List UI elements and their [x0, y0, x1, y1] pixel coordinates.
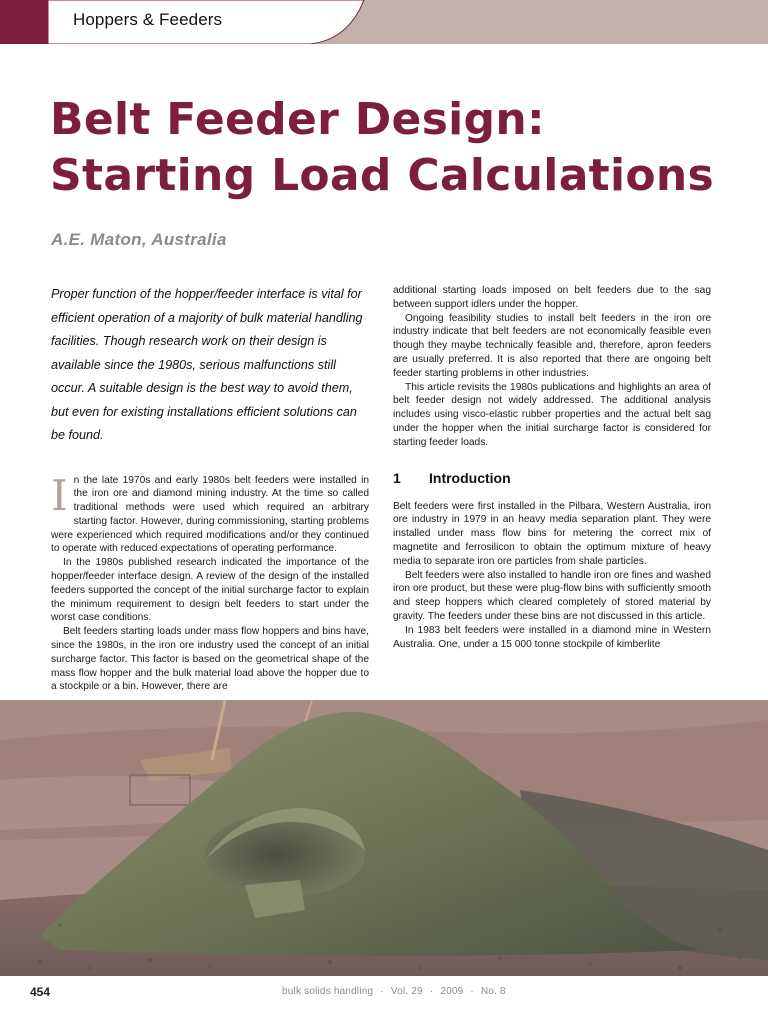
journal-volume: Vol. 29 — [390, 986, 423, 997]
journal-citation — [282, 986, 506, 997]
header-accent-block — [0, 0, 48, 44]
right-paragraph-3: This article revisits the 1980s publications and highlights an area of belt feeder design not widely addressed. The additional analysis includes using visco-elastic rubber properties and the actual belt sag under the hopper when the initial surcharge factor is considered for starting feeder loads. — [393, 381, 711, 448]
article-title — [50, 92, 750, 204]
introduction-paragraph-3: In 1983 belt feeders were installed in a diamond mine in Western Australia. One, under a 15 000 tonne stockpile of kimberlite — [393, 624, 711, 650]
journal-year: 2009 — [440, 986, 464, 997]
section-number: 1 — [393, 469, 401, 486]
right-paragraph-1: additional starting loads imposed on belt feeders due to the sag between support idlers under the hopper. — [393, 285, 711, 310]
intro-paragraph-3: Belt feeders starting loads under mass flow hoppers and bins have, since the 1980s, in the iron ore industry used the concept of an initial surcharge factor. This factor is based on the geometrical shape of the mass flow hopper and the bulk material load above the hopper due to a stockpile or a bin. However, there are — [51, 626, 369, 693]
left-body-text — [51, 470, 369, 695]
right-column — [393, 284, 711, 651]
journal-name: bulk solids handling — [282, 986, 374, 997]
stockpile-illustration — [0, 700, 768, 976]
section-heading-introduction — [393, 470, 711, 486]
title-line-1: Belt Feeder Design: — [50, 94, 545, 145]
separator: · — [470, 986, 474, 997]
left-column — [51, 283, 369, 694]
intro-paragraph-2: In the 1980s published research indicated the importance of the hopper/feeder interface design. A review of the design of the installed feeders supported the concept of the initial surcharge factor to explain the minimum requirement to design belt feeders to start under the worst case conditions. — [51, 557, 369, 624]
dropcap-letter: I — [51, 470, 68, 520]
separator: · — [380, 986, 384, 997]
section-title: Introduction — [429, 469, 511, 486]
stockpile-photo — [0, 700, 768, 976]
introduction-paragraph-2: Belt feeders were also installed to handle iron ore fines and washed iron ore product, but these were plug-flow bins with sufficiently smooth and steep hoppers which cleared completely of stored material by gravity. The feeders under these bins are not discussed in this article. — [393, 569, 711, 622]
right-body-text-bottom — [393, 500, 711, 652]
introduction-paragraph-1: Belt feeders were first installed in the Pilbara, Western Australia, iron ore industry in 1979 in an heavy media separation plant. They were installed under mass flow bins for metering the correct mix of magnetite and ferrosilicon to obtain the optimum mixture of heavy media to separate iron ore particles from shale particles. — [393, 500, 711, 567]
intro-paragraph-1 — [51, 470, 369, 557]
section-label: Hoppers & Feeders — [73, 10, 223, 29]
page-number: 454 — [30, 985, 51, 999]
author-line: A.E. Maton, Australia — [51, 230, 227, 249]
journal-issue: No. 8 — [480, 986, 506, 997]
separator: · — [429, 986, 434, 997]
right-paragraph-2: Ongoing feasibility studies to install belt feeders in the iron ore industry indicate that belt feeders are not economically feasible even though they maybe technically feasible and, therefore, apron feeders are usually preferred. It is also reported that there are ongoing belt feeder starting problems in other industries. — [393, 312, 711, 379]
paragraph-text: n the late 1970s and early 1980s belt feeders were installed in the iron ore and diamond mining industry. At the time so called traditional methods were used which required an arbitrary starting factor. However, during commissioning, starting problems were experienced which required modifications and/or they continued to operate with reduced expectations of operating performance. — [51, 474, 369, 555]
title-line-2: Starting Load Calculations — [50, 150, 715, 201]
abstract: Proper function of the hopper/feeder interface is vital for efficient operation of a majority of bulk material handling facilities. Though research work on their design is available since the 1980s, serious malfunctions still occur. A suitable design is the best way to avoid them, but even for existing installations efficient solutions can be found. — [51, 287, 363, 442]
right-body-text-top — [393, 284, 711, 450]
